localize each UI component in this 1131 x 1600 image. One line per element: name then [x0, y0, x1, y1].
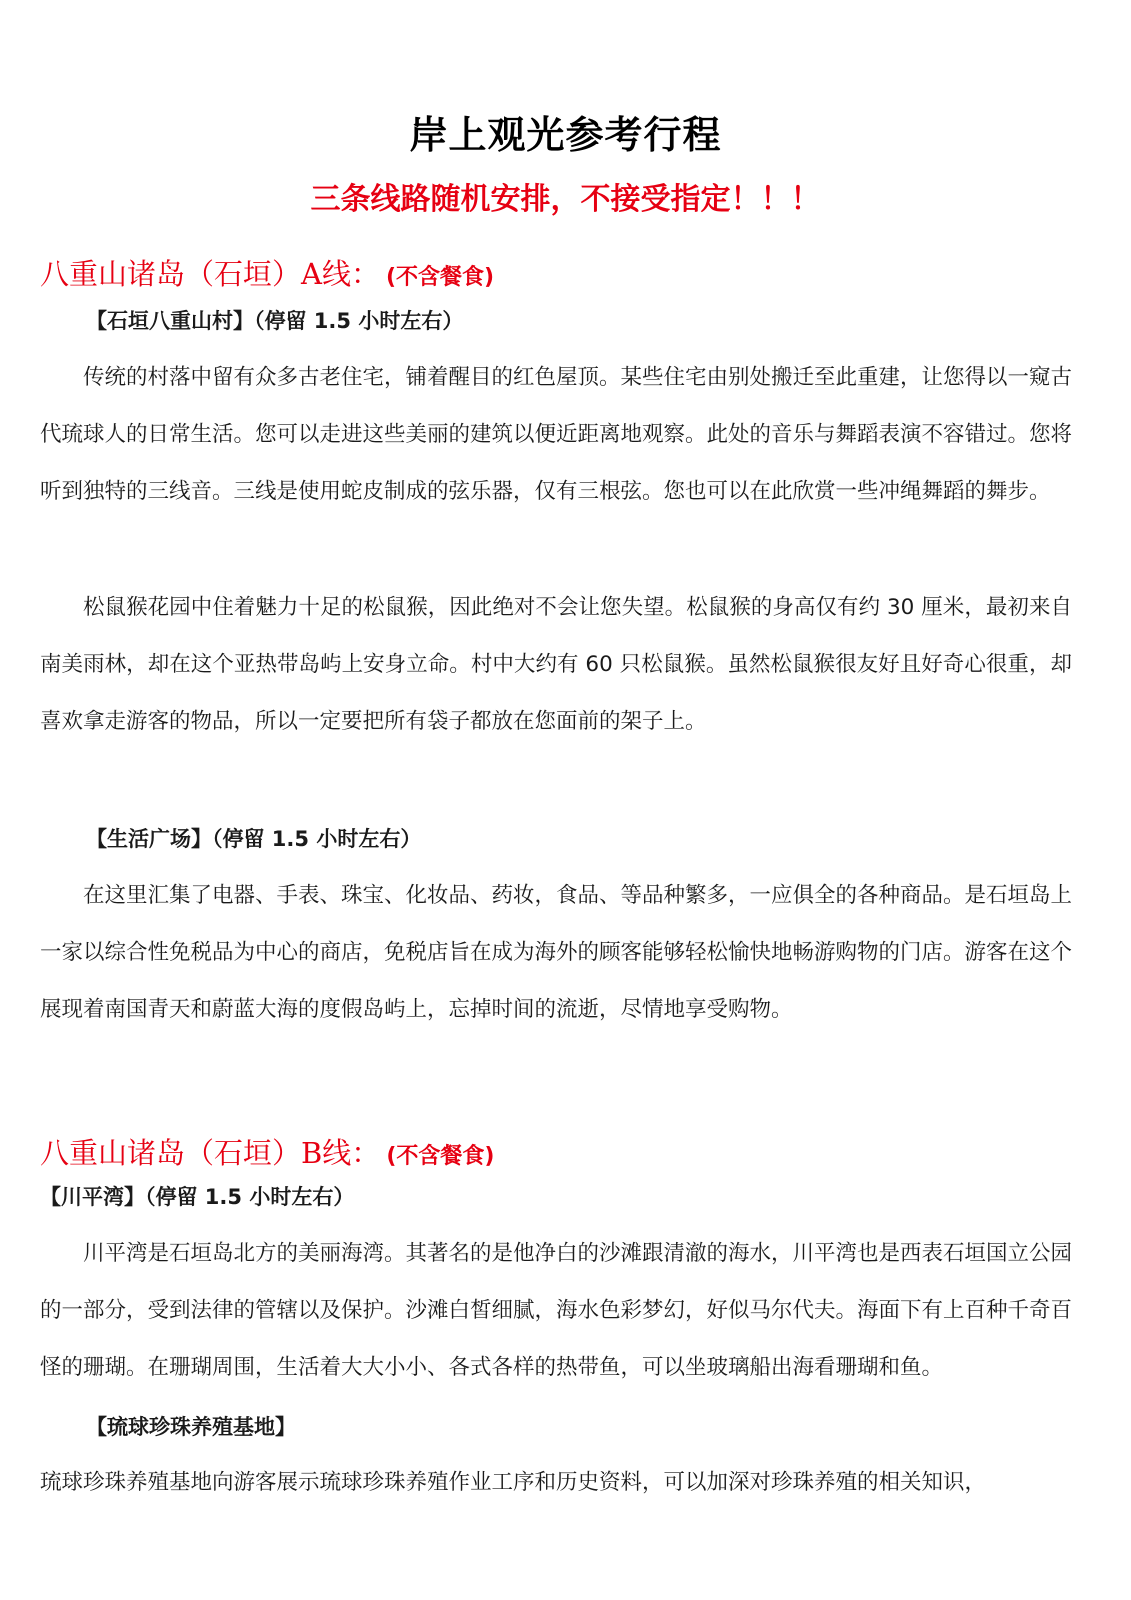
route-b-title: 八重山诸岛（石垣）B线： [40, 1136, 381, 1170]
page-title: 岸上观光参考行程 [409, 113, 722, 157]
route-b-heading [40, 1131, 494, 1172]
paragraph-village: 传统的村落中留有众多古老住宅，铺着醒目的红色屋顶。某些住宅由别处搬迁至此重建，让您得以一窥古代琉球人的日常生活。您可以走进这些美丽的建筑以便近距离地观察。此处的音乐与舞蹈表演不容错过。您将听到独特的三线音。三线是使用蛇皮制成的弦乐器，仅有三根弦。您也可以在此欣赏一些冲绳舞蹈的舞步。 [40, 365, 1073, 504]
route-a-note: (不含餐食) [385, 265, 495, 290]
paragraph-kabira-bay: 川平湾是石垣岛北方的美丽海湾。其著名的是他净白的沙滩跟清澈的海水，川平湾也是西表石垣国立公园的一部分，受到法律的管辖以及保护。沙滩白皙细腻，海水色彩梦幻，好似马尔代夫。海面下有上百种千奇百怪的珊瑚。在珊瑚周围，生活着大大小小、各式各样的热带鱼，可以坐玻璃船出海看珊瑚和鱼。 [40, 1241, 1073, 1380]
spot-heading-pearl-farm: 【琉球珍珠养殖基地】 [86, 1415, 296, 1439]
paragraph-life-plaza: 在这里汇集了电器、手表、珠宝、化妆品、药妆，食品、等品种繁多，一应俱全的各种商品。是石垣岛上一家以综合性免税品为中心的商店，免税店旨在成为海外的顾客能够轻松愉快地畅游购物的门店。游客在这个展现着南国青天和蔚蓝大海的度假岛屿上，忘掉时间的流逝，尽情地享受购物。 [40, 883, 1073, 1022]
paragraph-squirrel-monkey: 松鼠猴花园中住着魅力十足的松鼠猴，因此绝对不会让您失望。松鼠猴的身高仅有约 30 厘米，最初来自南美雨林，却在这个亚热带岛屿上安身立命。村中大约有 60 只松鼠猴。虽然松鼠猴很友好且好奇心很重，却喜欢拿走游客的物品，所以一定要把所有袋子都放在您面前的架子上。 [40, 595, 1072, 734]
spot-heading-life-plaza: 【生活广场】（停留 1.5 小时左右） [86, 827, 422, 851]
paragraph-pearl-farm: 琉球珍珠养殖基地向游客展示琉球珍珠养殖作业工序和历史资料，可以加深对珍珠养殖的相关知识， [40, 1470, 987, 1495]
route-a-title: 八重山诸岛（石垣）A线： [40, 257, 380, 291]
spot-heading-kabira-bay: 【川平湾】（停留 1.5 小时左右） [40, 1185, 355, 1209]
route-b-note: (不含餐食) [386, 1144, 495, 1169]
page-subtitle: 三条线路随机安排，不接受指定！！！ [310, 182, 821, 217]
spot-heading-ishigaki-yaeyama-village: 【石垣八重山村】（停留 1.5 小时左右） [86, 309, 464, 333]
route-a-heading [40, 252, 494, 293]
